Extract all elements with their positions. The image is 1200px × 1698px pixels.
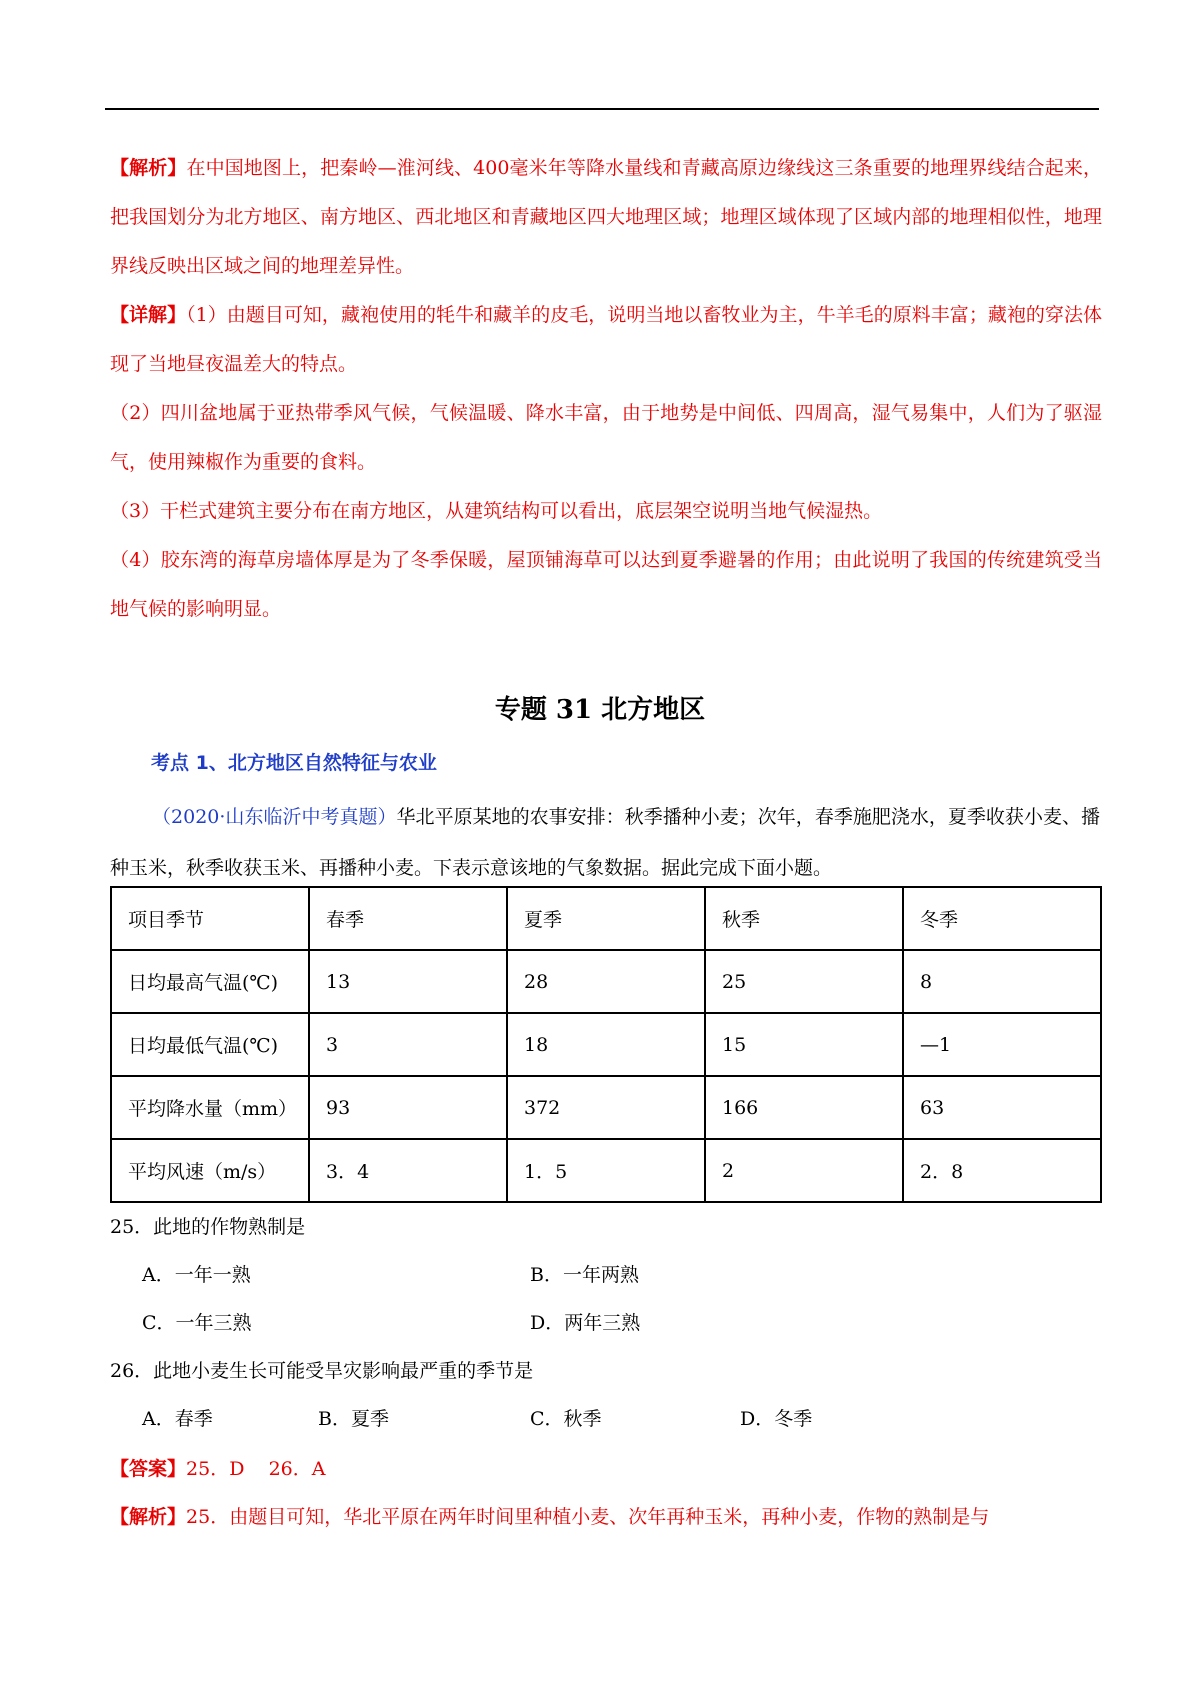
header-rule [105, 108, 1099, 110]
q25-option-b: B．一年两熟 [530, 1264, 639, 1286]
question-25-stem: 25．此地的作物熟制是 [110, 1216, 306, 1238]
table-row [111, 950, 1101, 1013]
analysis-paragraph [110, 144, 1102, 634]
table-cell: 63 [903, 1076, 1101, 1139]
table-cell: 日均最高气温(℃) [111, 950, 309, 1013]
q26-option-a: A．春季 [142, 1408, 213, 1430]
table-cell: —1 [903, 1013, 1101, 1076]
table-header-cell: 项目季节 [111, 887, 309, 950]
table-header-row [111, 887, 1101, 950]
table-cell: 2．8 [903, 1139, 1101, 1202]
table-cell: 日均最低气温(℃) [111, 1013, 309, 1076]
table-header-cell: 夏季 [507, 887, 705, 950]
table-cell: 15 [705, 1013, 903, 1076]
table-cell: 平均降水量（mm） [111, 1076, 309, 1139]
detail-3: （3）干栏式建筑主要分布在南方地区，从建筑结构可以看出，底层架空说明当地气候湿热。 [110, 500, 883, 522]
table-cell: 3．4 [309, 1139, 507, 1202]
table-cell: 13 [309, 950, 507, 1013]
table-row [111, 1139, 1101, 1202]
answer-text: 25．D 26．A [186, 1458, 326, 1480]
analysis-text: 在中国地图上，把秦岭—淮河线、400毫米年等降水量线和青藏高原边缘线这三条重要的地理界线结合起来，把我国划分为北方地区、南方地区、西北地区和青藏地区四大地理区域；地理区域体现了区域内部的地理相似性，地理界线反映出区域之间的地理差异性。 [110, 157, 1102, 277]
detail-1: （1）由题目可知，藏袍使用的牦牛和藏羊的皮毛，说明当地以畜牧业为主，牛羊毛的原料丰富；藏袍的穿法体现了当地昼夜温差大的特点。 [110, 304, 1102, 375]
question-source: （2020·山东临沂中考真题） [152, 806, 397, 828]
table-cell: 2 [705, 1139, 903, 1202]
key-point-heading: 考点 1、北方地区自然特征与农业 [151, 752, 437, 774]
q25-option-d: D．两年三熟 [530, 1312, 641, 1334]
question-26-stem: 26．此地小麦生长可能受旱灾影响最严重的季节是 [110, 1360, 534, 1382]
section-title: 专题 31 北方地区 [494, 695, 706, 725]
table-header-cell: 冬季 [903, 887, 1101, 950]
analysis-2-tag: 【解析】 [110, 1506, 187, 1528]
q26-option-d: D．冬季 [740, 1408, 813, 1430]
question-intro [110, 792, 1100, 894]
answer-tag: 【答案】 [110, 1458, 187, 1480]
detail-tag: 【详解】 [110, 304, 187, 326]
table-cell: 1．5 [507, 1139, 705, 1202]
table-row [111, 1076, 1101, 1139]
table-cell: 平均风速（m/s） [111, 1139, 309, 1202]
q25-option-c: C．一年三熟 [142, 1312, 252, 1334]
table-header-cell: 秋季 [705, 887, 903, 950]
analysis-2-text: 25．由题目可知，华北平原在两年时间里种植小麦、次年再种玉米，再种小麦，作物的熟制是与 [186, 1506, 990, 1528]
table-cell: 3 [309, 1013, 507, 1076]
weather-data-table [110, 886, 1102, 1203]
q26-option-b: B．夏季 [318, 1408, 389, 1430]
detail-4: （4）胶东湾的海草房墙体厚是为了冬季保暖，屋顶铺海草可以达到夏季避暑的作用；由此说明了我国的传统建筑受当地气候的影响明显。 [110, 549, 1102, 620]
analysis-line [110, 1502, 1100, 1529]
table-row [111, 1013, 1101, 1076]
q26-option-c: C．秋季 [530, 1408, 602, 1430]
analysis-tag: 【解析】 [110, 157, 187, 179]
table-cell: 25 [705, 950, 903, 1013]
table-cell: 28 [507, 950, 705, 1013]
table-header-cell: 春季 [309, 887, 507, 950]
q25-option-a: A．一年一熟 [142, 1264, 251, 1286]
table-cell: 166 [705, 1076, 903, 1139]
table-cell: 93 [309, 1076, 507, 1139]
detail-2: （2）四川盆地属于亚热带季风气候，气候温暖、降水丰富，由于地势是中间低、四周高，湿气易集中，人们为了驱湿气，使用辣椒作为重要的食料。 [110, 402, 1102, 473]
table-cell: 18 [507, 1013, 705, 1076]
answer-line [110, 1454, 325, 1481]
table-cell: 8 [903, 950, 1101, 1013]
table-cell: 372 [507, 1076, 705, 1139]
question-intro-text: 华北平原某地的农事安排：秋季播种小麦；次年，春季施肥浇水，夏季收获小麦、播种玉米，秋季收获玉米、再播种小麦。下表示意该地的气象数据。据此完成下面小题。 [110, 806, 1100, 879]
